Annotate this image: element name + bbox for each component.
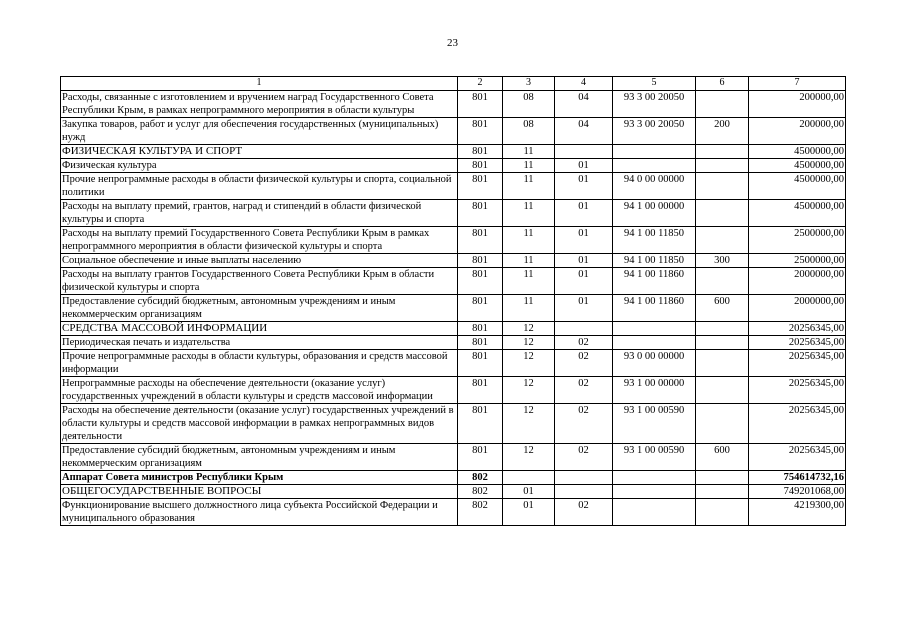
row-amount-cell: 20256345,00 — [749, 322, 846, 336]
row-expense-type-cell — [696, 268, 749, 295]
row-admin-code-cell: 801 — [458, 254, 503, 268]
header-col-7: 7 — [749, 77, 846, 91]
row-target-article-cell: 93 3 00 20050 — [613, 118, 696, 145]
row-section-cell: 12 — [503, 336, 555, 350]
row-section-cell: 11 — [503, 254, 555, 268]
row-amount-cell: 2000000,00 — [749, 268, 846, 295]
row-expense-type-cell — [696, 485, 749, 499]
row-expense-type-cell — [696, 322, 749, 336]
row-subsection-cell: 02 — [555, 336, 613, 350]
row-expense-type-cell — [696, 173, 749, 200]
row-target-article-cell: 93 1 00 00590 — [613, 444, 696, 471]
row-subsection-cell: 04 — [555, 91, 613, 118]
row-target-article-cell — [613, 471, 696, 485]
row-section-cell: 08 — [503, 118, 555, 145]
row-section-cell: 11 — [503, 173, 555, 200]
table-row — [61, 322, 846, 336]
header-col-6: 6 — [696, 77, 749, 91]
row-amount-cell: 2500000,00 — [749, 254, 846, 268]
row-subsection-cell: 02 — [555, 377, 613, 404]
row-subsection-cell — [555, 485, 613, 499]
row-section-cell: 08 — [503, 91, 555, 118]
row-target-article-cell: 93 1 00 00590 — [613, 404, 696, 444]
row-subsection-cell: 02 — [555, 404, 613, 444]
row-target-article-cell: 94 1 00 00000 — [613, 200, 696, 227]
row-name-cell: Закупка товаров, работ и услуг для обеспечения государственных (муниципальных) нужд — [61, 118, 458, 145]
page-number: 23 — [447, 37, 458, 49]
row-name-cell: СРЕДСТВА МАССОВОЙ ИНФОРМАЦИИ — [61, 322, 458, 336]
row-target-article-cell: 93 3 00 20050 — [613, 91, 696, 118]
row-target-article-cell: 94 0 00 00000 — [613, 173, 696, 200]
row-subsection-cell: 01 — [555, 200, 613, 227]
row-admin-code-cell: 801 — [458, 377, 503, 404]
row-subsection-cell: 01 — [555, 295, 613, 322]
row-admin-code-cell: 801 — [458, 91, 503, 118]
row-target-article-cell: 93 0 00 00000 — [613, 350, 696, 377]
row-expense-type-cell: 300 — [696, 254, 749, 268]
row-target-article-cell: 94 1 00 11850 — [613, 254, 696, 268]
row-subsection-cell — [555, 145, 613, 159]
row-section-cell: 12 — [503, 350, 555, 377]
row-admin-code-cell: 801 — [458, 173, 503, 200]
row-expense-type-cell — [696, 350, 749, 377]
table-row — [61, 444, 846, 471]
row-admin-code-cell: 801 — [458, 404, 503, 444]
row-name-cell: ФИЗИЧЕСКАЯ КУЛЬТУРА И СПОРТ — [61, 145, 458, 159]
row-target-article-cell — [613, 159, 696, 173]
row-target-article-cell — [613, 336, 696, 350]
row-name-cell: Физическая культура — [61, 159, 458, 173]
row-admin-code-cell: 801 — [458, 322, 503, 336]
row-admin-code-cell: 801 — [458, 118, 503, 145]
row-name-cell: ОБЩЕГОСУДАРСТВЕННЫЕ ВОПРОСЫ — [61, 485, 458, 499]
row-target-article-cell — [613, 485, 696, 499]
row-target-article-cell: 94 1 00 11860 — [613, 268, 696, 295]
table-row — [61, 145, 846, 159]
row-admin-code-cell: 801 — [458, 159, 503, 173]
row-subsection-cell: 01 — [555, 159, 613, 173]
row-name-cell: Предоставление субсидий бюджетным, автономным учреждениям и иным некоммерческим организациям — [61, 444, 458, 471]
row-amount-cell: 200000,00 — [749, 91, 846, 118]
row-name-cell: Расходы на обеспечение деятельности (оказание услуг) государственных учреждений в области культуры и средств массовой информации в рамках непрограммных видов деятельности — [61, 404, 458, 444]
row-admin-code-cell: 802 — [458, 485, 503, 499]
row-subsection-cell: 01 — [555, 254, 613, 268]
row-expense-type-cell — [696, 227, 749, 254]
table-row — [61, 336, 846, 350]
header-col-5: 5 — [613, 77, 696, 91]
row-section-cell: 11 — [503, 268, 555, 295]
table-row — [61, 227, 846, 254]
row-subsection-cell: 01 — [555, 173, 613, 200]
row-amount-cell: 4500000,00 — [749, 200, 846, 227]
row-name-cell: Прочие непрограммные расходы в области физической культуры и спорта, социальной политики — [61, 173, 458, 200]
table-row — [61, 499, 846, 526]
row-section-cell: 12 — [503, 444, 555, 471]
table-row — [61, 159, 846, 173]
row-target-article-cell — [613, 499, 696, 526]
row-expense-type-cell — [696, 200, 749, 227]
row-admin-code-cell: 801 — [458, 336, 503, 350]
row-amount-cell: 20256345,00 — [749, 444, 846, 471]
table-row — [61, 118, 846, 145]
row-name-cell: Расходы, связанные с изготовлением и вручением наград Государственного Совета Республики Крым, в рамках непрограммного мероприятия в области культуры — [61, 91, 458, 118]
row-section-cell: 01 — [503, 485, 555, 499]
row-admin-code-cell: 801 — [458, 444, 503, 471]
row-name-cell: Расходы на выплату грантов Государственного Совета Республики Крым в области физической культуры и спорта — [61, 268, 458, 295]
row-admin-code-cell: 801 — [458, 350, 503, 377]
table-body — [61, 91, 846, 526]
row-name-cell: Расходы на выплату премий Государственного Совета Республики Крым в рамках непрограммного мероприятия в области физической культуры и спорта — [61, 227, 458, 254]
row-target-article-cell — [613, 322, 696, 336]
row-amount-cell: 2500000,00 — [749, 227, 846, 254]
row-expense-type-cell — [696, 499, 749, 526]
table-row — [61, 254, 846, 268]
table-row — [61, 268, 846, 295]
row-name-cell: Непрограммные расходы на обеспечение деятельности (оказание услуг) государственных учреждений в области культуры и средств массовой информации — [61, 377, 458, 404]
row-section-cell: 11 — [503, 295, 555, 322]
row-amount-cell: 754614732,16 — [749, 471, 846, 485]
row-amount-cell: 20256345,00 — [749, 404, 846, 444]
row-section-cell: 12 — [503, 404, 555, 444]
row-subsection-cell: 02 — [555, 350, 613, 377]
row-subsection-cell: 02 — [555, 444, 613, 471]
row-expense-type-cell — [696, 145, 749, 159]
header-col-3: 3 — [503, 77, 555, 91]
header-col-4: 4 — [555, 77, 613, 91]
row-admin-code-cell: 801 — [458, 145, 503, 159]
row-amount-cell: 4500000,00 — [749, 145, 846, 159]
row-section-cell: 01 — [503, 499, 555, 526]
row-subsection-cell: 01 — [555, 268, 613, 295]
row-amount-cell: 4500000,00 — [749, 159, 846, 173]
table-header — [61, 77, 846, 91]
table-row — [61, 377, 846, 404]
row-name-cell: Прочие непрограммные расходы в области культуры, образования и средств массовой информации — [61, 350, 458, 377]
row-admin-code-cell: 801 — [458, 200, 503, 227]
row-amount-cell: 20256345,00 — [749, 336, 846, 350]
row-expense-type-cell — [696, 377, 749, 404]
table-row — [61, 91, 846, 118]
row-section-cell: 11 — [503, 200, 555, 227]
row-target-article-cell: 94 1 00 11850 — [613, 227, 696, 254]
budget-table — [60, 76, 846, 526]
row-admin-code-cell: 801 — [458, 295, 503, 322]
row-name-cell: Периодическая печать и издательства — [61, 336, 458, 350]
row-subsection-cell: 02 — [555, 499, 613, 526]
row-expense-type-cell: 200 — [696, 118, 749, 145]
row-admin-code-cell: 802 — [458, 471, 503, 485]
row-target-article-cell: 93 1 00 00000 — [613, 377, 696, 404]
row-target-article-cell — [613, 145, 696, 159]
row-expense-type-cell — [696, 159, 749, 173]
row-amount-cell: 749201068,00 — [749, 485, 846, 499]
table-row — [61, 471, 846, 485]
row-amount-cell: 20256345,00 — [749, 350, 846, 377]
row-subsection-cell — [555, 471, 613, 485]
row-target-article-cell: 94 1 00 11860 — [613, 295, 696, 322]
row-subsection-cell — [555, 322, 613, 336]
row-amount-cell: 4219300,00 — [749, 499, 846, 526]
row-name-cell: Расходы на выплату премий, грантов, наград и стипендий в области физической культуры и спорта — [61, 200, 458, 227]
row-expense-type-cell — [696, 471, 749, 485]
row-admin-code-cell: 802 — [458, 499, 503, 526]
table-row — [61, 485, 846, 499]
row-amount-cell: 4500000,00 — [749, 173, 846, 200]
row-admin-code-cell: 801 — [458, 227, 503, 254]
row-section-cell: 11 — [503, 227, 555, 254]
table-row — [61, 404, 846, 444]
row-section-cell: 12 — [503, 322, 555, 336]
header-row — [61, 77, 846, 91]
row-expense-type-cell — [696, 336, 749, 350]
row-amount-cell: 20256345,00 — [749, 377, 846, 404]
table-row — [61, 173, 846, 200]
row-expense-type-cell — [696, 91, 749, 118]
row-subsection-cell: 01 — [555, 227, 613, 254]
row-section-cell: 11 — [503, 159, 555, 173]
row-name-cell: Социальное обеспечение и иные выплаты населению — [61, 254, 458, 268]
table-row — [61, 200, 846, 227]
row-expense-type-cell: 600 — [696, 444, 749, 471]
row-expense-type-cell — [696, 404, 749, 444]
header-col-2: 2 — [458, 77, 503, 91]
row-name-cell: Функционирование высшего должностного лица субъекта Российской Федерации и муниципального образования — [61, 499, 458, 526]
table-row — [61, 295, 846, 322]
table-row — [61, 350, 846, 377]
row-name-cell: Аппарат Совета министров Республики Крым — [61, 471, 458, 485]
row-amount-cell: 2000000,00 — [749, 295, 846, 322]
row-section-cell: 11 — [503, 145, 555, 159]
row-admin-code-cell: 801 — [458, 268, 503, 295]
row-subsection-cell: 04 — [555, 118, 613, 145]
row-section-cell: 12 — [503, 377, 555, 404]
header-col-1: 1 — [61, 77, 458, 91]
row-amount-cell: 200000,00 — [749, 118, 846, 145]
row-name-cell: Предоставление субсидий бюджетным, автономным учреждениям и иным некоммерческим организациям — [61, 295, 458, 322]
row-section-cell — [503, 471, 555, 485]
row-expense-type-cell: 600 — [696, 295, 749, 322]
